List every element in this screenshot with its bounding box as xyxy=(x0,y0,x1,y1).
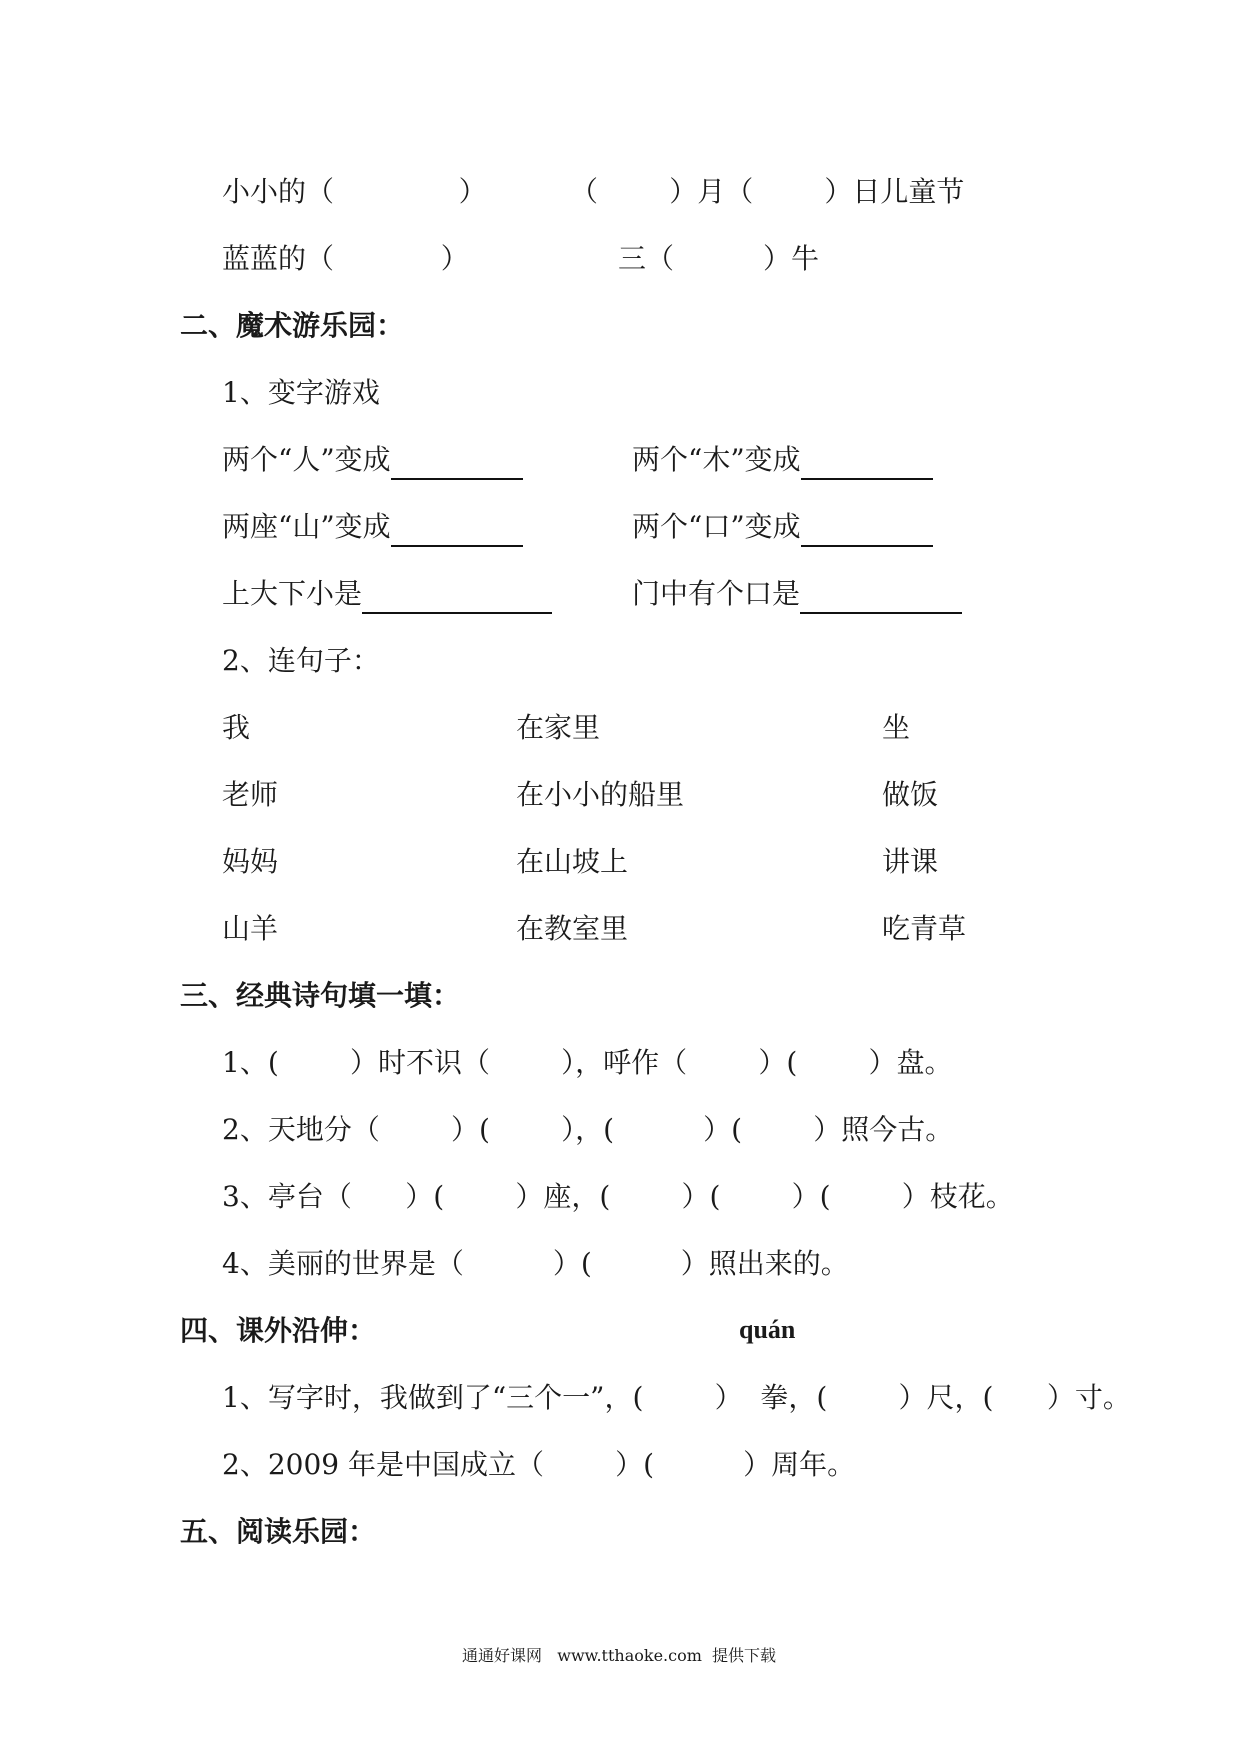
subject-word[interactable]: 山羊 xyxy=(222,912,279,945)
pinyin-quan: quán xyxy=(739,1315,796,1344)
poem-line: 3、亭台（ ）( ）座，( ）( ）( ）枝花。 xyxy=(222,1180,1014,1213)
extension-line: 2、2009 年是中国成立（ ）( ）周年。 xyxy=(222,1448,856,1481)
subject-word[interactable]: 妈妈 xyxy=(222,845,279,878)
action-word[interactable]: 坐 xyxy=(882,711,911,744)
answer-blank[interactable] xyxy=(362,578,552,614)
phrase-xiaoxiao: 小小的（ ） xyxy=(222,175,487,208)
section-heading-5: 五、阅读乐园： xyxy=(180,1515,377,1548)
question-title: 2、连句子： xyxy=(222,644,380,677)
place-phrase[interactable]: 在家里 xyxy=(516,711,601,744)
action-word[interactable]: 吃青草 xyxy=(882,912,967,945)
poem-line: 4、美丽的世界是（ ）( ）照出来的。 xyxy=(222,1247,849,1280)
word-game-item: 两个“口”变成 xyxy=(632,507,933,547)
place-phrase[interactable]: 在教室里 xyxy=(516,912,629,945)
poem-line: 1、( ）时不识（ ），呼作（ ）( ）盘。 xyxy=(222,1046,953,1079)
section-heading-2: 二、魔术游乐园： xyxy=(180,309,405,342)
word-game-item: 上大下小是 xyxy=(222,574,552,614)
word-game-item: 两个“木”变成 xyxy=(632,440,933,480)
word-game-item: 两座“山”变成 xyxy=(222,507,523,547)
phrase-childrens-day: （ ）月（ ）日儿童节 xyxy=(570,175,965,208)
answer-blank[interactable] xyxy=(391,511,523,547)
extension-line: 1、写字时，我做到了“三个一”，( ） 拳，( ）尺，( ）寸。 xyxy=(222,1381,1131,1414)
word-game-item: 门中有个口是 xyxy=(632,574,962,614)
action-word[interactable]: 讲课 xyxy=(882,845,939,878)
section-heading-4: 四、课外沿伸： xyxy=(180,1314,377,1347)
place-phrase[interactable]: 在山坡上 xyxy=(516,845,629,878)
question-title: 1、变字游戏 xyxy=(222,376,380,409)
section-heading-3: 三、经典诗句填一填： xyxy=(180,979,461,1012)
answer-blank[interactable] xyxy=(801,444,933,480)
action-word[interactable]: 做饭 xyxy=(882,778,939,811)
footer-credit: 通通好课网 www.tthaoke.com 提供下载 xyxy=(462,1646,777,1665)
subject-word[interactable]: 我 xyxy=(222,711,251,744)
answer-blank[interactable] xyxy=(801,511,933,547)
phrase-san-niu: 三（ ）牛 xyxy=(618,242,820,275)
subject-word[interactable]: 老师 xyxy=(222,778,279,811)
answer-blank[interactable] xyxy=(391,444,523,480)
word-game-item: 两个“人”变成 xyxy=(222,440,523,480)
phrase-lanlan: 蓝蓝的（ ） xyxy=(222,242,469,275)
answer-blank[interactable] xyxy=(800,578,962,614)
place-phrase[interactable]: 在小小的船里 xyxy=(516,778,685,811)
poem-line: 2、天地分（ ）( ），( ）( ）照今古。 xyxy=(222,1113,954,1146)
